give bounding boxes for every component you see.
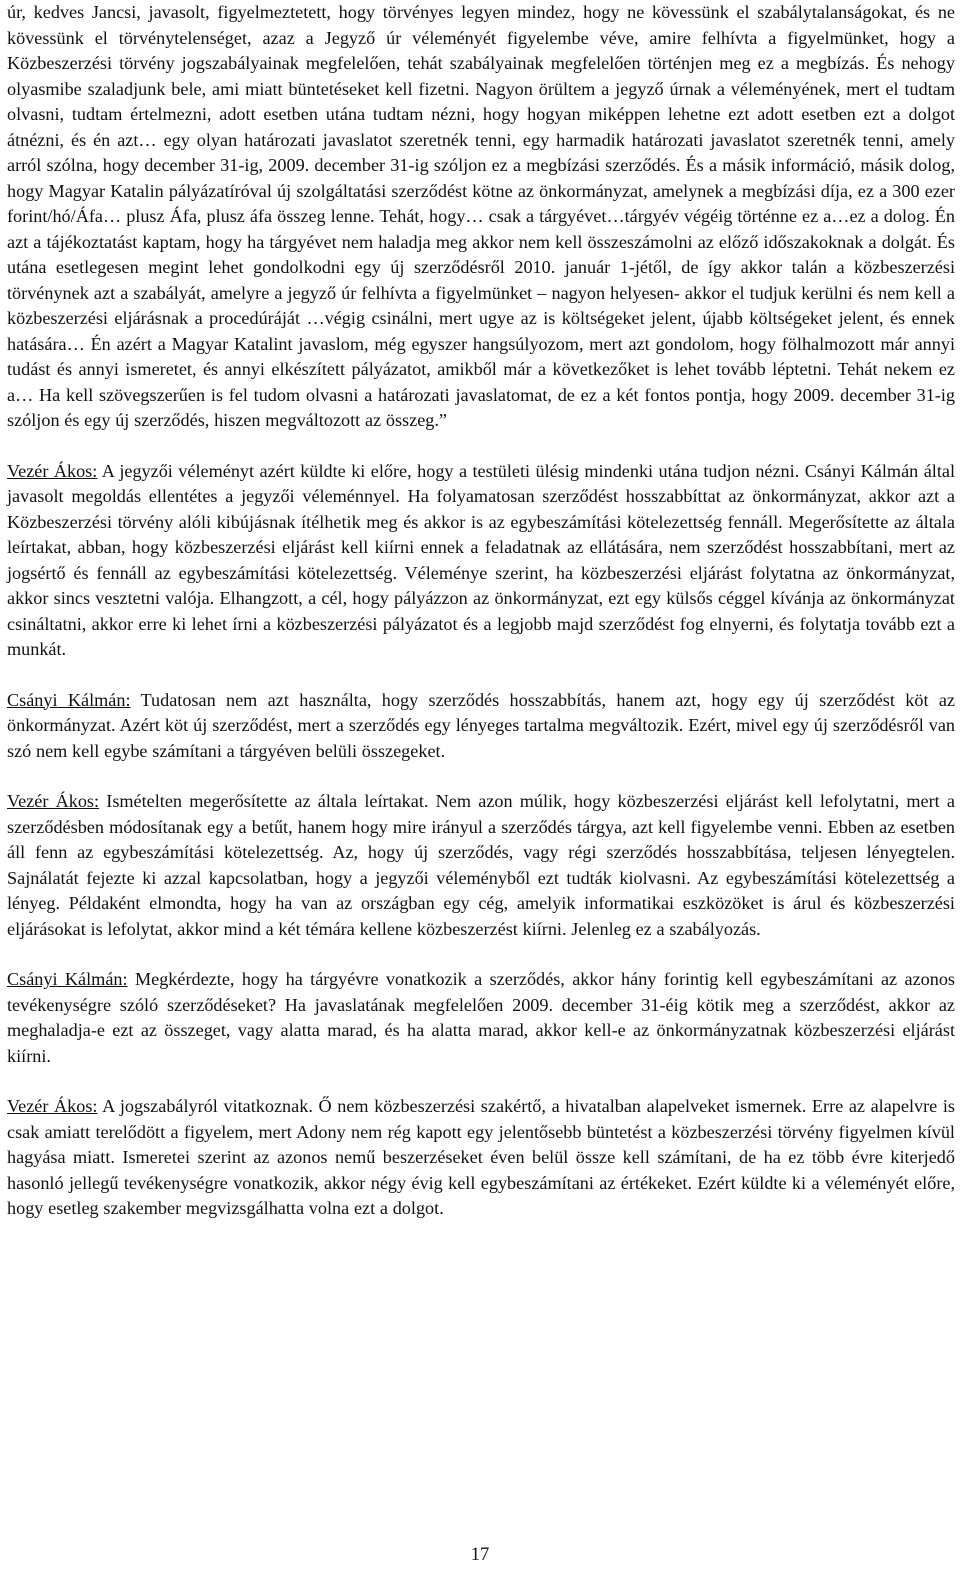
paragraph-text: Tudatosan nem azt használta, hogy szerződés hosszabbítás, hanem azt, hogy egy új szerződést köt az önkormányzat. Azért köt új szerződést, mert a szerződés egy lényeges tartalma megváltozik. Ezért, mivel egy új szerződésről van szó nem kell egybe számítani a tárgyéven belüli összegeket. [7, 689, 955, 761]
page-number: 17 [470, 1545, 490, 1565]
speaker-name: Csányi Kálmán: [7, 689, 131, 710]
paragraph-text: A jegyzői véleményt azért küldte ki előre, hogy a testületi ülésig mindenki utána tudjon nézni. Csányi Kálmán által javasolt megoldás ellentétes a jegyzői véleménnyel. Ha folyamatosan szerződést hosszabbíttat az önkormányzat, akkor azt a Közbeszerzési törvény alóli kibújásnak ítélhetik meg és akkor is az egybeszámítási kötelezettség fennáll. Megerősítette az általa leírtakat, abban, hogy közbeszerzési eljárást kell kiírni ennek a feladatnak az ellátására, nem szerződést hosszabbítani, mert az jogsértő és fennáll az egybeszámítási kötelezettség. Véleménye szerint, ha közbeszerzési eljárást folytatna az önkormányzat, akkor sincs vesztetni valója. Elhangzott, a cél, hogy pályázzon az önkormányzat, ezt egy külsős céggel kívánja az önkormányzat csináltatni, akkor erre ki lehet írni a közbeszerzési pályázatot és a legjobb majd szerződést fog elnyerni, és folytatja tovább ezt a munkát. [7, 460, 955, 659]
paragraph-text: Megkérdezte, hogy ha tárgyévre vonatkozik a szerződés, akkor hány forintig kell egybeszámítani az azonos tevékenységre szóló szerződéseket? Ha javaslatának megfelelően 2009. december 31-éig kötik meg a szerződést, akkor az meghaladja-e ezt az összeget, vagy alatta marad, és ha alatta marad, akkor kell-e az önkormányzatnak közbeszerzési eljárást kiírni. [7, 969, 955, 1066]
paragraph-vezer-akos-1 [7, 459, 955, 663]
paragraph-text: Ismételten megerősítette az általa leírtakat. Nem azon múlik, hogy közbeszerzési eljárást kell lefolytatni, mert a szerződésben módosítanak egy a betűt, hanem hogy mire irányul a szerződés tárgya, azt kell figyelembe venni. Ebben az esetben áll fenn az egybeszámítási kötelezettség. Az, hogy új szerződés, vagy régi szerződés hosszabbítása, teljesen lényegtelen. Sajnálatát fejezte ki azzal kapcsolatban, hogy a jegyzői véleményből ezt tudták kiolvasni. Az egybeszámítási kötelezettség a lényeg. Példaként elmondta, hogy ha van az országban egy cég, amelyik informatikai eszközöket is árul és közbeszerzési eljárásokat is lefolytat, akkor mind a két témára kellene közbeszerzést kiírni. Jelenleg ez a szabályozás. [7, 791, 956, 939]
speaker-name: Vezér Ákos: [7, 460, 98, 481]
document-page [7, 0, 955, 1222]
speaker-name: Csányi Kálmán: [7, 969, 128, 989]
paragraph-vezer-akos-3 [7, 1094, 955, 1222]
paragraph-text: úr, kedves Jancsi, javasolt, figyelmeztetett, hogy törvényes legyen mindez, hogy ne kövessünk el szabálytalanságokat, és ne kövessünk el törvénytelenséget, azaz a Jegyző úr véleményét figyelembe véve, amire felhívta a figyelmünket, hogy a Közbeszerzési törvény jogszabályainak megfelelően, tehát szabályainak megfelelően történjen meg ez a megbízás. És nehogy olyasmibe szaladjunk bele, ami miatt büntetéseket kell fizetni. Nagyon örültem a jegyző úrnak a véleményének, mert el tudtam olvasni, tudtam értelmezni, adott esetben utána tudtam nézni, hogy hogyan miképpen lehetne ezt adott esetben ezt a dolgot átnézni, és én azt… egy olyan határozati javaslatot szeretnék tenni, egy harmadik határozati javaslatot szeretnék tenni, amely arról szólna, hogy december 31-ig, 2009. december 31-ig szóljon ez a megbízási szerződés. És a másik információ, másik dolog, hogy Magyar Katalin pályázatíróval új szolgáltatási szerződést kötne az önkormányzat, amelynek a megbízási díja, ez a 300 ezer forint/hó/Áfa… plusz Áfa, plusz áfa összeg lenne. Tehát, hogy… csak a tárgyévet…tárgyév végéig történne ez a…ez a dolog. Én azt a tájékoztatást kaptam, hogy ha tárgyévet nem haladja meg akkor nem kell összeszámolni az előző időszakoknak a dolgát. És utána esetlegesen megint lehet gondolkodni egy új szerződésről 2010. január 1-jétől, de így akkor talán a közbeszerzési törvénynek azt a szabályát, amelyre a jegyző úr felhívta a figyelmünket – nagyon helyesen- akkor el tudjuk kerülni és nem kell a közbeszerzési eljárásnak a procedúráját …végig csinálni, mert ugye az is költségeket jelent, újabb költségeket jelent, és ennek hatására… Én azért a Magyar Katalint javaslom, még egyszer hangsúlyozom, mert azt gondolom, hogy fölhalmozott már annyi tudást és annyi ismeretet, és annyi elkészített pályázatot, amikből már a következőket is lehet tovább léptetni. Tehát nekem ez a… Ha kell szövegszerűen is fel tudom olvasni a határozati javaslatomat, de ez a két fontos pontja, hogy 2009. december 31-ig szóljon és egy új szerződés, hiszen megváltozott az összeg.” [7, 2, 955, 430]
speaker-name: Vezér Ákos: [7, 1096, 98, 1116]
paragraph-continuation [7, 0, 955, 434]
paragraph-vezer-akos-2 [7, 789, 955, 942]
paragraph-csanyi-kalman-2 [7, 967, 955, 1069]
speaker-name: Vezér Ákos: [7, 791, 100, 811]
paragraph-csanyi-kalman-1 [7, 688, 955, 765]
paragraph-text: A jogszabályról vitatkoznak. Ő nem közbeszerzési szakértő, a hivatalban alapelveket ismernek. Erre az alapelvre is csak amiatt terelődött a figyelem, mert Adony nem rég kapott egy jelentősebb büntetést a közbeszerzési törvény figyelmen kívül hagyása miatt. Ismeretei szerint az azonos nemű beszerzéseket éven belül össze kell számítani, de ha ez több évre kiterjedő hasonló jellegű tevékenységre vonatkozik, akkor négy évig kell egybeszámítani az értékeket. Ezért küldte ki a véleményét előre, hogy esetleg szakember megvizsgálhatta volna ezt a dolgot. [7, 1096, 956, 1218]
